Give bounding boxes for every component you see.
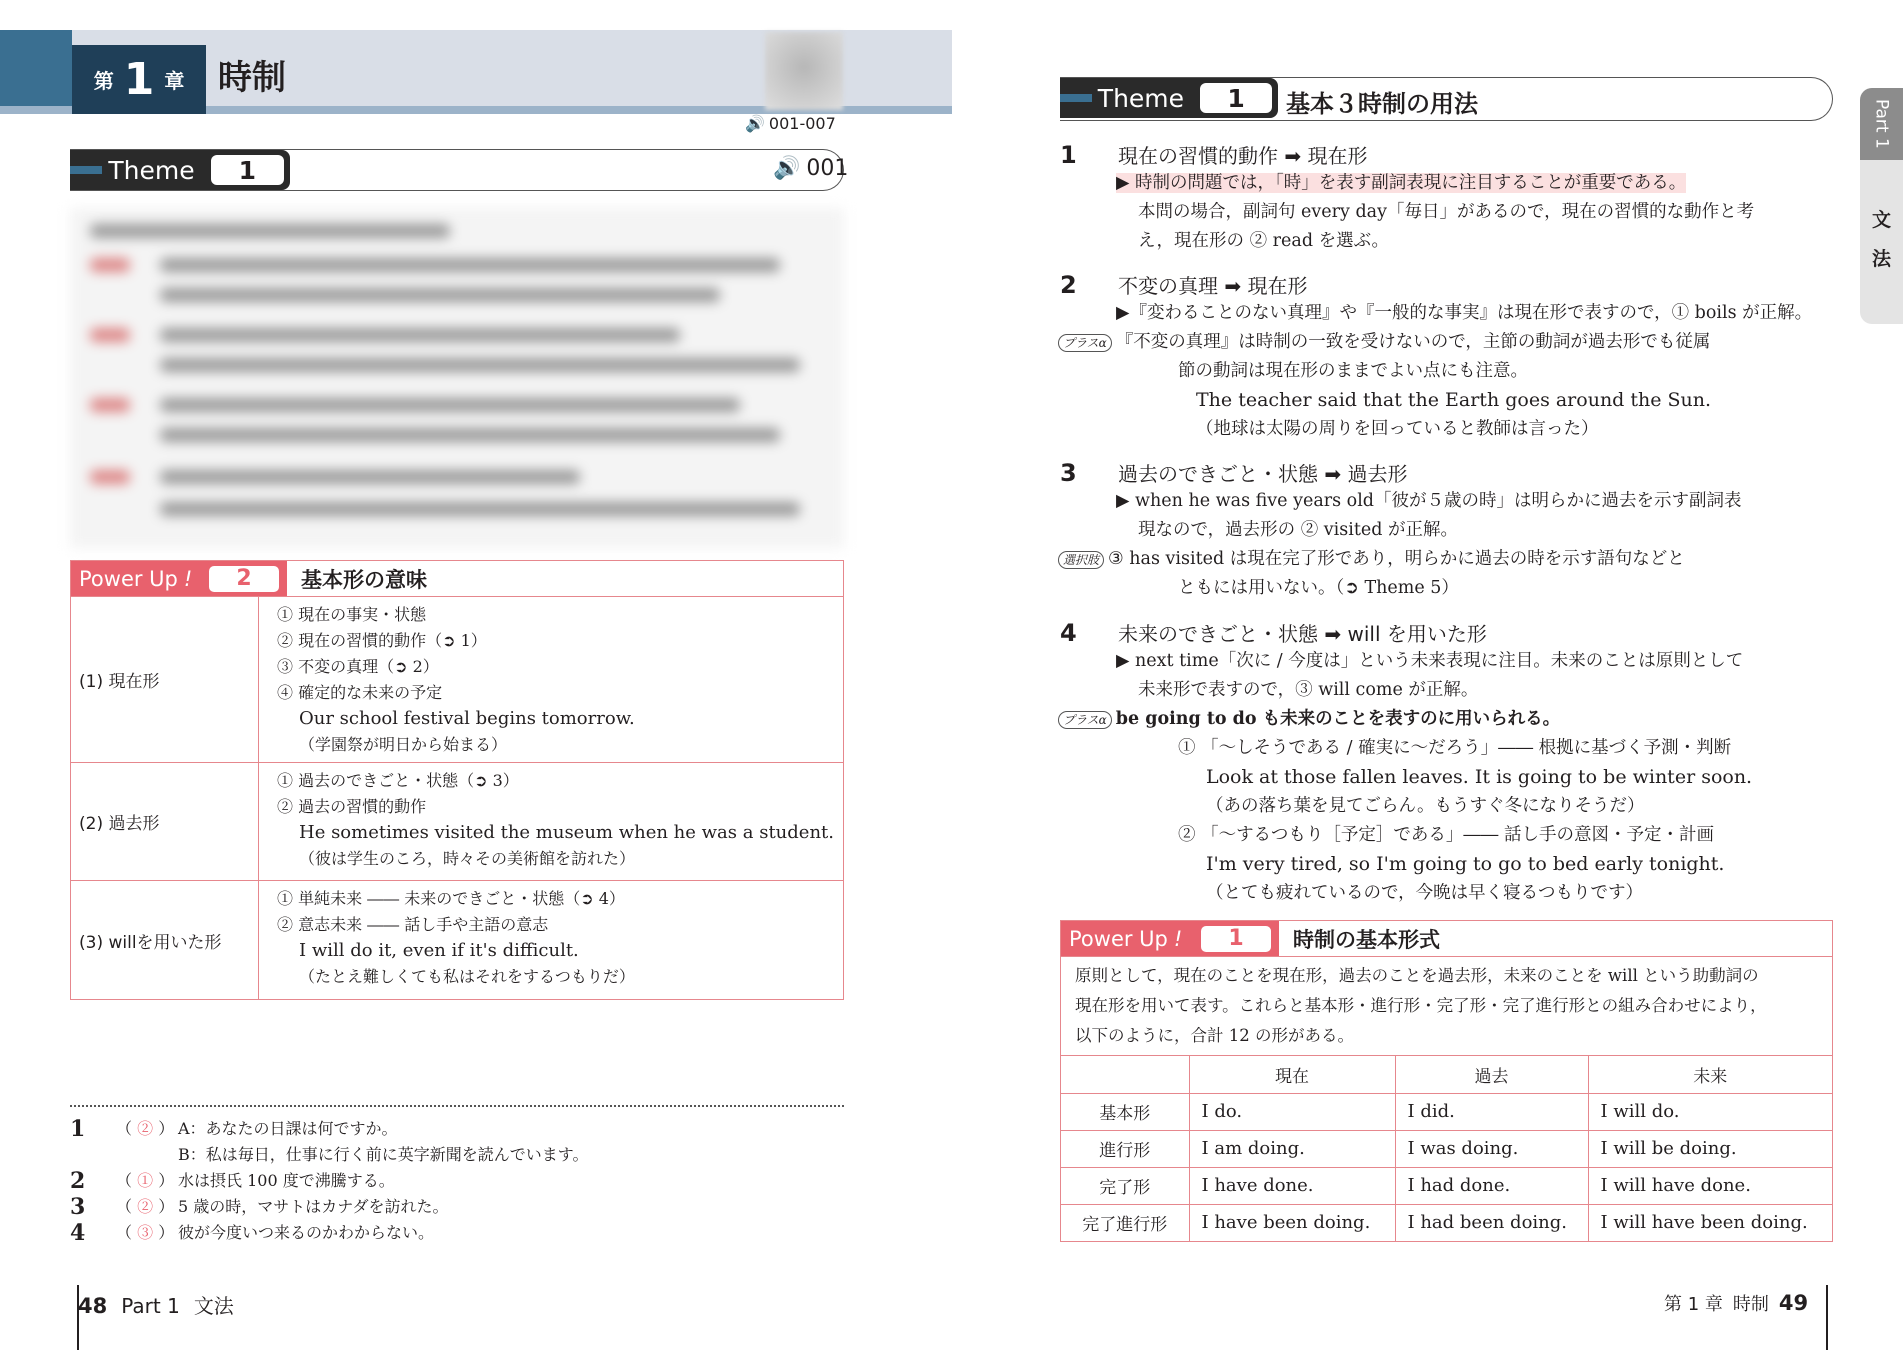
folio-part: Part 1 (121, 1294, 180, 1318)
table-row: 基本形 I do. I did. I will do. (1061, 1093, 1832, 1130)
answer-list (70, 1116, 844, 1246)
answer-number: 4 (70, 1220, 86, 1246)
table-header-row: 現在 過去 未来 (1061, 1056, 1832, 1093)
folio-chapter: 第 1 章 (1664, 1294, 1723, 1315)
audio-track-range (745, 114, 836, 133)
answer-number: 1 (70, 1116, 86, 1142)
side-tab-label: 文 法 (1871, 209, 1891, 270)
example-japanese: （たとえ難しくても私はそれをするつもりだ） (299, 967, 635, 986)
list-item: ② 現在の習慣的動作（➲ 1） (277, 631, 487, 650)
row-category: (3) willを用いた形 (71, 881, 259, 999)
tense-table (1061, 1056, 1832, 1241)
plus-alpha-badge: プラスα (1058, 711, 1112, 729)
theme-number: 1 (1200, 83, 1272, 113)
row-category: (1) 現在形 (71, 597, 259, 762)
theme-word: Theme (1097, 83, 1185, 113)
chapter-band-accent (0, 30, 72, 114)
answer-text: A：あなたの日課は何ですか。 B：私は毎日，仕事に行く前に英字新聞を読んでいます。 (178, 1119, 589, 1164)
speaker-icon: 🔊 (773, 156, 801, 181)
list-item: ③ 不変の真理（➲ 2） (277, 657, 439, 676)
answer-text: 水は摂氏 100 度で沸騰する。 (178, 1171, 395, 1190)
power-up-header (1061, 921, 1832, 957)
page-number: 49 (1778, 1291, 1809, 1315)
chapter-suffix: 章 (164, 69, 185, 93)
theme-word: Theme (108, 155, 195, 185)
item-heading: 過去のできごと・状態 ➡ 過去形 (1118, 462, 1408, 486)
power-up-tag: Power Up ! 2 (71, 561, 287, 596)
answer-number: 2 (70, 1168, 86, 1194)
list-item: ② 過去の習慣的動作 (277, 797, 427, 816)
power-up-title: 基本形の意味 (301, 567, 427, 592)
theme-label (1060, 78, 1278, 118)
speaker-icon: 🔊 (745, 114, 765, 133)
page-number: 48 (78, 1294, 108, 1318)
choice-badge: 選択肢 (1058, 551, 1104, 569)
table-row: 完了形 I have done. I had done. I will have done. (1061, 1167, 1832, 1204)
table-row (71, 597, 843, 763)
item-body: ▶ next time「次に / 今度は」という未来表現に注目。未来のことは原則として 未来形で表すので，③ will come が正解。 プラスα be going to do も未来のことを表すのに用いられる。 ① 「～しそうである / 確実に～だろう」―― 根拠に基づく予測・判断 Look at those fallen leaves. It is going to be winter soon. （あの落ち葉を見てごらん。もうすぐ冬になりそうだ） ② 「～するつもり［予定］である」―― 話し手の意図・予定・計画 I'm very tired, so I'm going to go to bed early tonight. （とても疲れているので，今晩は早く寝るつもりです） (1060, 647, 1835, 908)
table-row: 進行形 I am doing. I was doing. I will be doing. (1061, 1130, 1832, 1167)
theme-label (70, 150, 290, 190)
explanation-item-3 (1060, 458, 1835, 603)
example-english: Our school festival begins tomorrow. (299, 708, 635, 729)
list-item: ① 単純未来 ―― 未来のできごと・状態（➲ 4） (277, 889, 625, 908)
chapter-title: 時制 (218, 58, 286, 98)
explanation-item-4 (1060, 618, 1835, 908)
folio-section: 文法 (193, 1294, 234, 1318)
folio-right (1664, 1290, 1808, 1316)
item-number: 2 (1060, 270, 1077, 299)
answer-text: 彼が今度いつ来るのかわからない。 (178, 1223, 435, 1242)
explanation-item-1 (1060, 140, 1835, 256)
side-tab-part: Part 1 (1860, 88, 1903, 160)
power-up-tag: Power Up ! 1 (1061, 921, 1279, 956)
theme-number: 1 (211, 155, 284, 185)
audio-track-number: 001 (806, 156, 849, 181)
answer-item (70, 1116, 844, 1168)
theme-stripe (1060, 94, 1092, 102)
blurred-question-area (70, 208, 844, 548)
power-up-intro: 原則として，現在のことを現在形，過去のことを過去形，未来のことを will という助動詞の 現在形を用いて表す。これらと基本形・進行形・完了形・完了進行形との組み合わせにより， 以下のように，合計 12 の形がある。 (1061, 957, 1832, 1056)
row-body (259, 881, 635, 999)
audio-range-label: 001-007 (768, 114, 836, 133)
item-number: 3 (1060, 458, 1077, 487)
item-number: 1 (1060, 140, 1077, 169)
answer-item (70, 1168, 844, 1194)
answer-number: 3 (70, 1194, 86, 1220)
row-category: (2) 過去形 (71, 763, 259, 880)
power-up-2 (70, 560, 844, 1000)
row-body (259, 597, 635, 762)
power-up-1 (1060, 920, 1833, 1242)
example-japanese: （学園祭が明日から始まる） (299, 735, 508, 754)
power-up-label: Power Up (79, 566, 178, 591)
list-item: ② 意志未来 ―― 話し手や主語の意志 (277, 915, 549, 934)
answer-item (70, 1194, 844, 1220)
answer-text: 5 歳の時，マサトはカナダを訪れた。 (178, 1197, 449, 1216)
explanation-item-2 (1060, 270, 1835, 444)
chapter-number: 1 (123, 54, 155, 105)
power-up-label: Power Up (1069, 926, 1168, 951)
power-up-title: 時制の基本形式 (1293, 927, 1440, 952)
list-item: ④ 確定的な未来の予定 (277, 683, 443, 702)
section-divider (70, 1105, 844, 1107)
item-heading: 未来のできごと・状態 ➡ will を用いた形 (1118, 622, 1487, 646)
item-heading: 不変の真理 ➡ 現在形 (1118, 274, 1308, 298)
theme-stripe (70, 166, 102, 174)
example-english: I will do it, even if it's difficult. (299, 940, 579, 961)
power-up-header (71, 561, 843, 597)
list-item: ① 現在の事実・状態 (277, 605, 427, 624)
item-number: 4 (1060, 618, 1077, 647)
folio-left (78, 1290, 234, 1319)
answer-choice: （ ② ） (116, 1119, 175, 1138)
item-heading: 現在の習慣的動作 ➡ 現在形 (1118, 144, 1368, 168)
table-row: 完了進行形 I have been doing. I had been doing. I will have been doing. (1061, 1204, 1832, 1241)
audio-track[interactable] (773, 156, 848, 181)
theme-title: 基本３時制の用法 (1286, 90, 1478, 118)
folio-title: 時制 (1732, 1294, 1769, 1315)
plus-alpha-badge: プラスα (1058, 334, 1112, 352)
chapter-prefix: 第 (93, 69, 114, 93)
table-row (71, 881, 843, 999)
answer-item (70, 1220, 844, 1246)
chapter-number-box (72, 45, 206, 114)
answer-choice: （ ② ） (116, 1197, 175, 1216)
item-body: ▶ 時制の問題では，「時」を表す副詞表現に注目することが重要である。 本問の場合，副詞句 every day「毎日」があるので，現在の習慣的な動作と考 え，現在形の ② read を選ぶ。 (1116, 173, 1755, 251)
answer-choice: （ ① ） (116, 1171, 175, 1190)
row-body (259, 763, 834, 880)
item-body: ▶ when he was five years old「彼が５歳の時」は明らかに過去を示す副詞表 現なので，過去形の ② visited が正解。 選択肢 ③ has visited は現在完了形であり，明らかに過去の時を示す語句などと ともには用いない。（➲ Theme 5） (1060, 487, 1835, 603)
item-body: ▶『変わることのない真理』や『一般的な事実』は現在形で表すので，① boils が正解。 プラスα 『不変の真理』は時制の一致を受けないので，主節の動詞が過去形でも従属 節の動詞は現在形のままでよい点にも注意。 The teacher said that the Earth goes around the Sun. （地球は太陽の周りを回っていると教師は言った） (1060, 299, 1835, 444)
example-english: He sometimes visited the museum when he was a student. (299, 822, 834, 843)
example-japanese: （彼は学生のころ，時々その美術館を訪れた） (299, 849, 636, 868)
list-item: ① 過去のできごと・状態（➲ 3） (277, 771, 519, 790)
folio-rule (1826, 1285, 1828, 1350)
chapter-photo (765, 32, 843, 110)
answer-choice: （ ③ ） (116, 1223, 175, 1242)
power-up-number: 1 (1201, 926, 1271, 952)
table-row (71, 763, 843, 881)
power-up-number: 2 (209, 566, 279, 592)
